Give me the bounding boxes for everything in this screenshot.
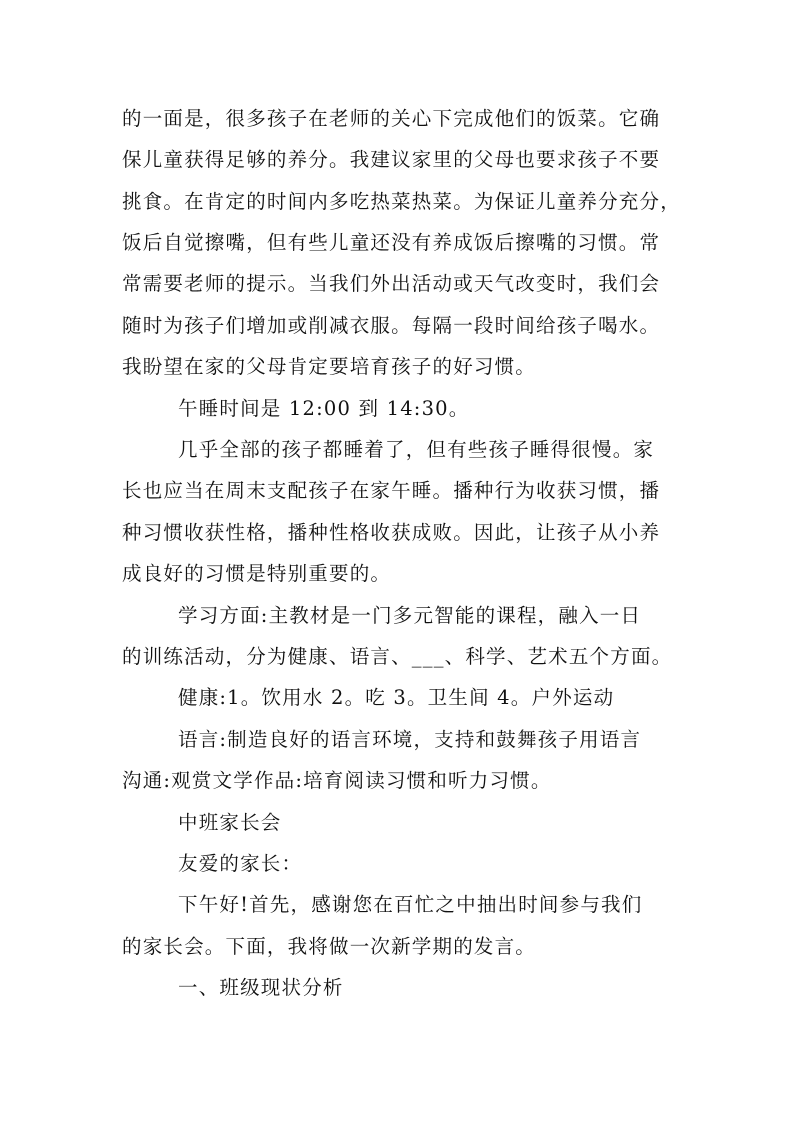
text-line: 的一面是，很多孩子在老师的关心下完成他们的饭菜。它确 — [122, 107, 661, 130]
section-title: 中班家长会 — [178, 811, 282, 834]
text-line: 的家长会。下面，我将做一次新学期的发言。 — [122, 935, 537, 958]
text-line: 学习方面:主教材是一门多元智能的课程，融入一日 — [178, 604, 642, 627]
section-heading: 一、班级现状分析 — [178, 976, 344, 999]
text-line: 种习惯收获性格，播种性格收获成败。因此，让孩子从小养 — [122, 521, 661, 544]
text-line: 长也应当在周末支配孩子在家午睡。播种行为收获习惯，播 — [122, 479, 661, 502]
text-line: 午睡时间是 12:00 到 14:30。 — [178, 397, 470, 420]
text-line: 下午好!首先，感谢您在百忙之中抽出时间参与我们 — [178, 893, 643, 916]
text-line: 几乎全部的孩子都睡着了，但有些孩子睡得很慢。家 — [178, 438, 655, 461]
text-line: 成良好的习惯是特别重要的。 — [122, 562, 392, 585]
text-line: 健康:1。饮用水 2。吃 3。卫生间 4。户外运动 — [178, 686, 615, 709]
text-line: 随时为孩子们增加或削减衣服。每隔一段时间给孩子喝水。 — [122, 314, 661, 337]
text-line: 常需要老师的提示。当我们外出活动或天气改变时，我们会 — [122, 272, 661, 295]
text-line: 沟通:观赏文学作品:培育阅读习惯和听力习惯。 — [122, 769, 552, 792]
text-line: 饭后自觉擦嘴，但有些儿童还没有养成饭后擦嘴的习惯。常 — [122, 231, 661, 254]
salutation: 友爱的家长： — [178, 852, 303, 875]
text-line: 挑食。在肯定的时间内多吃热菜热菜。为保证儿童养分充分， — [122, 190, 681, 213]
text-line: 语言:制造良好的语言环境，支持和鼓舞孩子用语言 — [178, 728, 642, 751]
text-line: 我盼望在家的父母肯定要培育孩子的好习惯。 — [122, 355, 537, 378]
text-line: 的训练活动，分为健康、语言、___、科学、艺术五个方面。 — [122, 645, 673, 668]
text-line: 保儿童获得足够的养分。我建议家里的父母也要求孩子不要 — [122, 148, 661, 171]
